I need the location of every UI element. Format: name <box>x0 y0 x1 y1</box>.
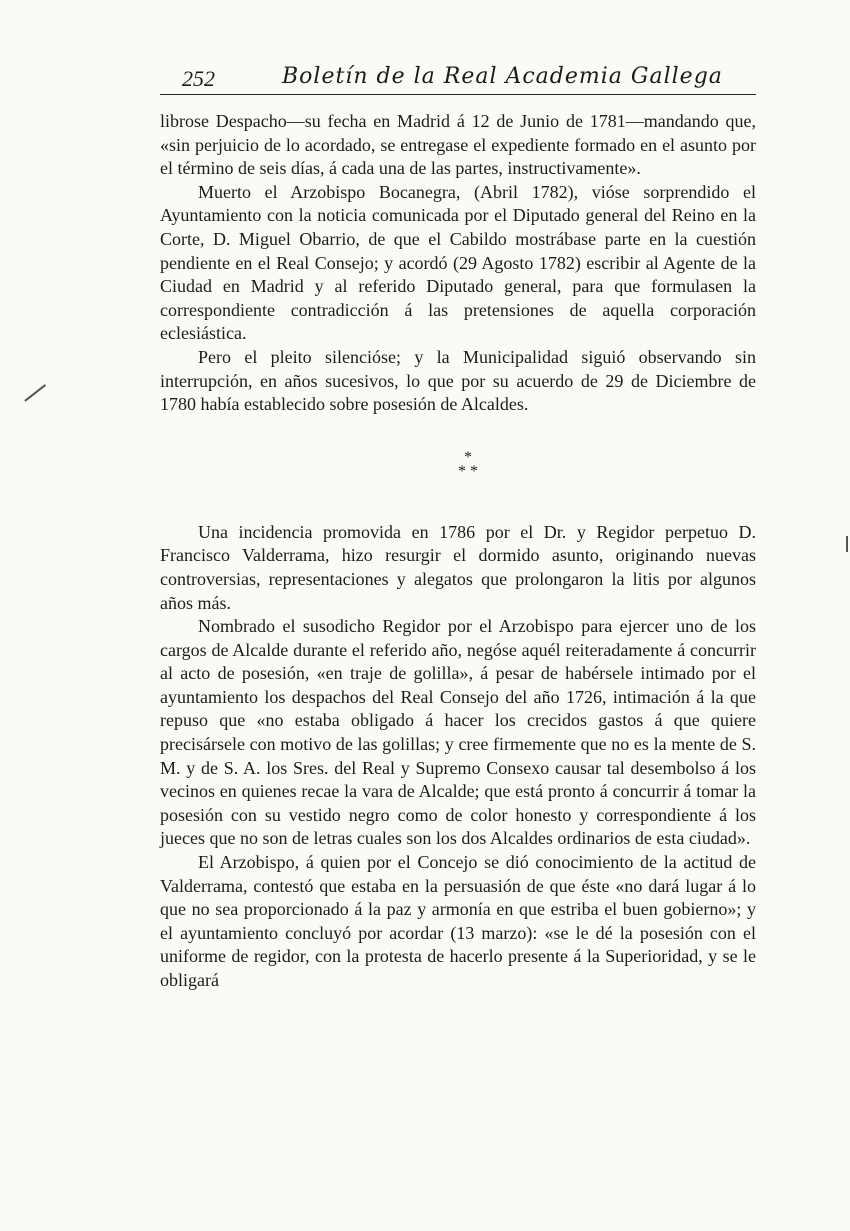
asterism-bottom: * * <box>458 462 478 480</box>
section-break-asterism <box>160 448 756 480</box>
paragraph-2: Muerto el Arzobispo Bocanegra, (Abril 1782), vióse sorprendido el Ayuntamiento con la noticia comunicada por el Diputado general del Reino en la Corte, D. Miguel Obarrio, de que el Cabildo mostrábase parte en la cuestión pendiente en el Real Consejo; y acordó (29 Agosto 1782) escribir al Agente de la Ciudad en Madrid y al referido Diputado general, para que formulasen la correspondiente contradicción á las pretensiones de aquella corporación eclesiástica. <box>160 181 756 344</box>
journal-title: Boletín de la Real Academia Gallega <box>282 64 723 89</box>
running-head <box>160 62 756 95</box>
paragraph-3: Pero el pleito silencióse; y la Municipalidad siguió observando sin interrupción, en años sucesivos, lo que por su acuerdo de 29 de Diciembre de 1780 había establecido sobre posesión de Alcaldes. <box>160 346 756 415</box>
asterism-top: * <box>464 448 472 466</box>
paragraph-6: El Arzobispo, á quien por el Concejo se dió conocimiento de la actitud de Valderrama, contestó que estaba en la persuasión de que éste «no dará lugar á lo que no sea proporcionado á la paz y armonía en que estriba el buen gobierno»; y el ayuntamiento concluyó por acordar (13 marzo): «se le dé la posesión con el uniforme de regidor, con la protesta de hacerlo presente á la Superioridad, y se le obligará <box>160 852 756 990</box>
page-number: 252 <box>182 66 215 91</box>
paragraph-1: librose Despacho—su fecha en Madrid á 12 de Junio de 1781—mandando que, «sin perjuicio de lo acordado, se entregase el expediente formado en el asunto por el término de seis días, á cada una de las partes, instructivamente». <box>160 111 756 179</box>
paragraph-5: Nombrado el susodicho Regidor por el Arzobispo para ejercer uno de los cargos de Alcalde durante el referido año, negóse aquél reiteradamente á concurrir al acto de posesión, «en traje de golilla», á pesar de habérsele intimado por el ayuntamiento los despachos del Real Consejo del año 1726, intimación á la que repuso que «no estaba obligado á hacer los crecidos gastos á que quiere precisársele con motivo de las golillas; y cree firmemente que no es la mente de S. M. y de S. A. los Sres. del Real y Supremo Consexo causar tal desembolso á los vecinos en quienes recae la vara de Alcalde; que está pronto á concurrir á tomar la posesión con su vestido negro como de color honesto y correspondiente á los jueces que no son de letras cuales son los dos Alcaldes ordinarios de esta ciudad». <box>160 616 756 849</box>
body-text <box>160 110 756 993</box>
edge-mark <box>846 536 848 552</box>
paragraph-4: Una incidencia promovida en 1786 por el Dr. y Regidor perpetuo D. Francisco Valderrama, hizo resurgir el dormido asunto, originando nuevas controversias, representaciones y alegatos que prolongaron la litis por algunos años más. <box>160 521 756 613</box>
margin-pen-stroke <box>24 384 45 401</box>
